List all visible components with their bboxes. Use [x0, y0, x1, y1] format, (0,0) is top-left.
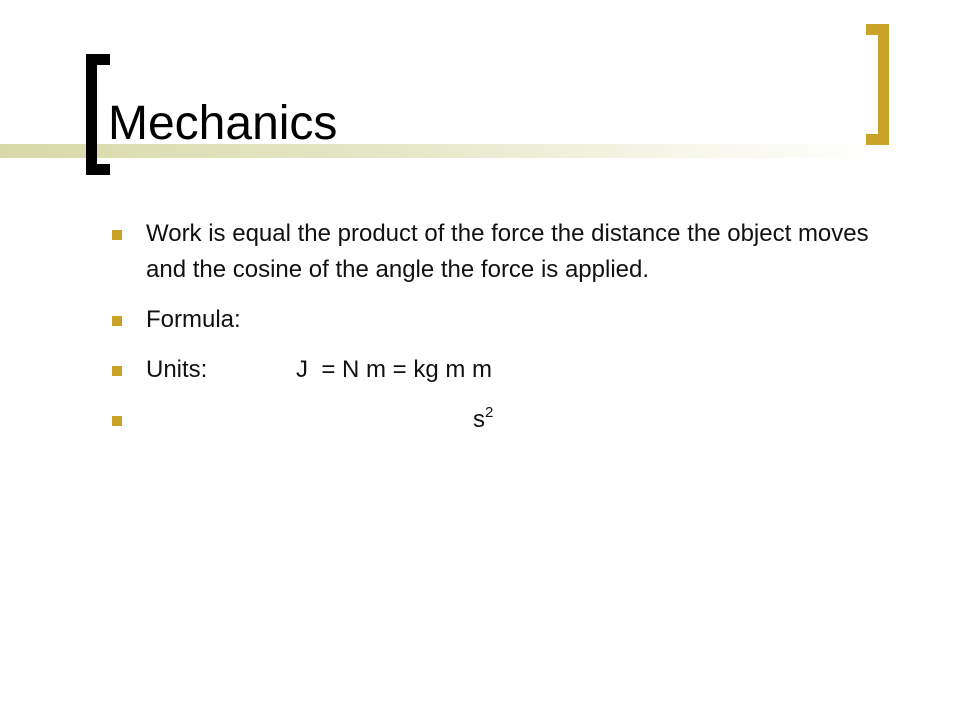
units-denominator	[146, 402, 493, 438]
bullet-work-definition	[112, 216, 872, 288]
bullet-formula	[112, 302, 872, 338]
bullet-square-icon	[112, 316, 122, 326]
bullet-units-denominator	[112, 402, 872, 438]
bullet-units	[112, 352, 872, 388]
bullet-square-icon	[112, 366, 122, 376]
bullet-text: Work is equal the product of the force the distance the object moves and the cosine of the angle the force is applied.	[146, 220, 869, 283]
slide-title: Mechanics	[108, 97, 338, 150]
denominator-base: s	[473, 406, 485, 433]
right-bracket-decoration	[866, 24, 889, 145]
bullet-text: Formula:	[146, 306, 241, 333]
denominator-exponent: 2	[485, 404, 494, 421]
units-label: Units:	[146, 356, 208, 383]
bullet-square-icon	[112, 416, 122, 426]
left-bracket-decoration	[86, 54, 110, 175]
units-equation: J = N m = kg m m	[296, 356, 493, 383]
bullet-list	[112, 216, 872, 452]
bullet-square-icon	[112, 230, 122, 240]
